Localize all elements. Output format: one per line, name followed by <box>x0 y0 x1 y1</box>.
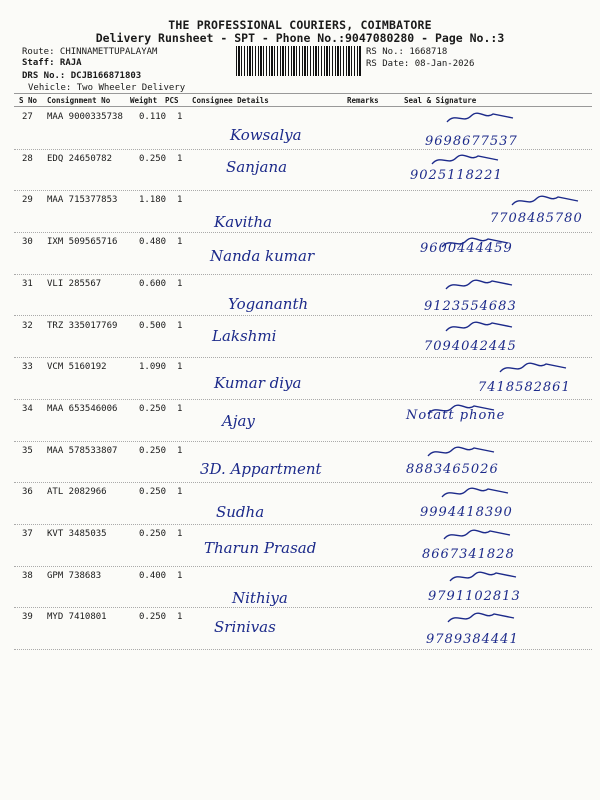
row-consignee-handwritten: Kowsalya <box>230 126 302 144</box>
row-weight: 0.250 <box>139 445 167 456</box>
runsheet-subtitle: Delivery Runsheet - SPT - Phone No.:9047080280 - Page No.:3 <box>95 31 505 45</box>
route: Route: CHINNAMETTUPALAYAM <box>22 47 158 57</box>
row-sno: 29 <box>22 195 33 206</box>
row-weight: 0.250 <box>139 612 167 623</box>
col-sno: S No <box>19 96 38 105</box>
signature-scribble-icon <box>430 152 500 168</box>
row-pcs: 1 <box>177 487 183 498</box>
row-sno: 38 <box>22 570 33 581</box>
row-sno: 33 <box>22 362 33 373</box>
table-row <box>14 317 592 358</box>
row-pcs: 1 <box>177 112 183 122</box>
rs-number: RS No.: 1668718 <box>366 47 448 57</box>
row-sno: 36 <box>22 487 33 498</box>
row-weight: 0.250 <box>139 403 167 414</box>
row-sno: 27 <box>22 112 33 122</box>
row-pcs: 1 <box>177 612 183 623</box>
barcode <box>236 46 362 76</box>
signature-scribble-icon <box>440 485 510 501</box>
row-signature-phone: 9025118221 <box>410 167 503 183</box>
row-consignment: IXM 509565716 <box>47 237 118 248</box>
col-weight: Weight <box>130 96 158 105</box>
row-weight: 0.250 <box>139 487 167 498</box>
staff: Staff: RAJA <box>22 58 82 68</box>
table-row <box>14 358 592 399</box>
signature-scribble-icon <box>448 569 518 585</box>
row-signature-phone: 9994418390 <box>420 505 513 521</box>
row-consignee-handwritten: Kavitha <box>214 213 273 232</box>
row-weight: 0.250 <box>139 153 167 164</box>
row-consignment: ATL 2082966 <box>47 487 107 498</box>
table-row <box>14 191 592 232</box>
row-signature-phone: 7708485780 <box>490 211 583 227</box>
row-pcs: 1 <box>177 278 183 289</box>
row-weight: 0.600 <box>139 278 167 289</box>
row-consignee-handwritten: 3D. Appartment <box>200 459 322 478</box>
row-consignment: EDQ 24650782 <box>47 153 113 164</box>
vehicle: Vehicle: Two Wheeler Delivery <box>28 83 186 93</box>
row-signature-phone: 8883465026 <box>406 461 499 477</box>
table-row <box>14 525 592 566</box>
signature-scribble-icon <box>445 110 515 126</box>
row-consignment: VCM 5160192 <box>47 362 107 373</box>
signature-scribble-icon <box>510 193 580 209</box>
table-row <box>14 442 592 483</box>
col-consignment: Consignment No <box>47 96 111 105</box>
row-signature-phone: 9698677537 <box>425 134 518 149</box>
signature-scribble-icon <box>442 527 512 543</box>
row-consignee-handwritten: Sudha <box>216 503 265 522</box>
row-consignment: GPM 738683 <box>47 570 102 581</box>
signature-scribble-icon <box>498 360 568 376</box>
header-bottom-line <box>14 106 592 107</box>
table-row <box>14 275 592 316</box>
col-consignee: Consignee Details <box>192 96 269 105</box>
row-signature-phone: 9789384441 <box>426 632 519 648</box>
row-sno: 35 <box>22 445 33 456</box>
signature-scribble-icon <box>444 277 514 293</box>
table-row <box>14 608 592 649</box>
row-consignment: MYD 7410801 <box>47 612 107 623</box>
rs-date: RS Date: 08-Jan-2026 <box>366 59 475 69</box>
row-signature-phone: 9600444459 <box>420 241 513 257</box>
runsheet-title: THE PROFESSIONAL COURIERS, COIMBATORE <box>168 18 432 32</box>
header-top-line <box>14 93 592 94</box>
table-row <box>14 150 592 191</box>
row-weight: 0.400 <box>139 570 167 581</box>
table-row <box>14 108 592 149</box>
row-consignee-handwritten: Nanda kumar <box>210 247 315 266</box>
drs-number: DRS No.: DCJB166871803 <box>22 71 142 81</box>
row-weight: 0.250 <box>139 529 167 539</box>
row-consignment: TRZ 335017769 <box>47 320 118 331</box>
table-row <box>14 233 592 274</box>
row-signature-phone: 9791102813 <box>428 588 521 604</box>
row-pcs: 1 <box>177 362 183 373</box>
col-remarks: Remarks <box>347 96 379 105</box>
row-signature-phone: 7418582861 <box>478 380 571 396</box>
signature-scribble-icon <box>426 444 496 460</box>
row-consignee-handwritten: Nithiya <box>232 588 288 607</box>
row-divider <box>14 649 592 650</box>
signature-scribble-icon <box>444 319 514 335</box>
row-sno: 39 <box>22 612 33 623</box>
row-consignee-handwritten: Tharun Prasad <box>204 539 317 557</box>
row-sno: 34 <box>22 403 33 414</box>
col-pcs: PCS <box>165 96 179 105</box>
row-signature-phone: 8667341828 <box>422 547 515 562</box>
table-row <box>14 483 592 524</box>
row-pcs: 1 <box>177 445 183 456</box>
row-consignee-handwritten: Kumar diya <box>214 374 302 393</box>
table-row <box>14 567 592 608</box>
row-consignee-handwritten: Yogananth <box>228 294 309 313</box>
row-signature-phone: 7094042445 <box>424 338 517 354</box>
row-sno: 30 <box>22 237 33 248</box>
row-sno: 28 <box>22 153 33 164</box>
row-pcs: 1 <box>177 529 183 539</box>
row-consignment: MAA 9000335738 <box>47 112 123 122</box>
row-consignee-handwritten: Sanjana <box>226 157 288 176</box>
row-signature-phone: 9123554683 <box>424 298 517 314</box>
row-consignment: MAA 578533807 <box>47 445 118 456</box>
row-pcs: 1 <box>177 195 183 206</box>
row-weight: 0.480 <box>139 237 167 248</box>
table-row <box>14 400 592 441</box>
row-sno: 37 <box>22 529 33 539</box>
row-pcs: 1 <box>177 153 183 164</box>
row-pcs: 1 <box>177 570 183 581</box>
row-weight: 1.180 <box>139 195 167 206</box>
row-consignment: VLI 285567 <box>47 278 102 289</box>
row-pcs: 1 <box>177 237 183 248</box>
row-consignment: KVT 3485035 <box>47 529 107 539</box>
row-consignee-handwritten: Ajay <box>222 411 255 430</box>
row-consignment: MAA 715377853 <box>47 195 118 206</box>
row-pcs: 1 <box>177 403 183 414</box>
row-signature-phone: Notatt phone <box>406 407 506 423</box>
col-seal-signature: Seal & Signature <box>404 96 477 105</box>
row-weight: 0.110 <box>139 112 167 122</box>
signature-scribble-icon <box>446 610 516 626</box>
row-sno: 31 <box>22 278 33 289</box>
row-consignment: MAA 653546006 <box>47 403 118 414</box>
row-weight: 0.500 <box>139 320 167 331</box>
row-consignee-handwritten: Lakshmi <box>212 326 277 345</box>
row-pcs: 1 <box>177 320 183 331</box>
row-sno: 32 <box>22 320 33 331</box>
row-consignee-handwritten: Srinivas <box>214 618 276 637</box>
row-weight: 1.090 <box>139 362 167 373</box>
